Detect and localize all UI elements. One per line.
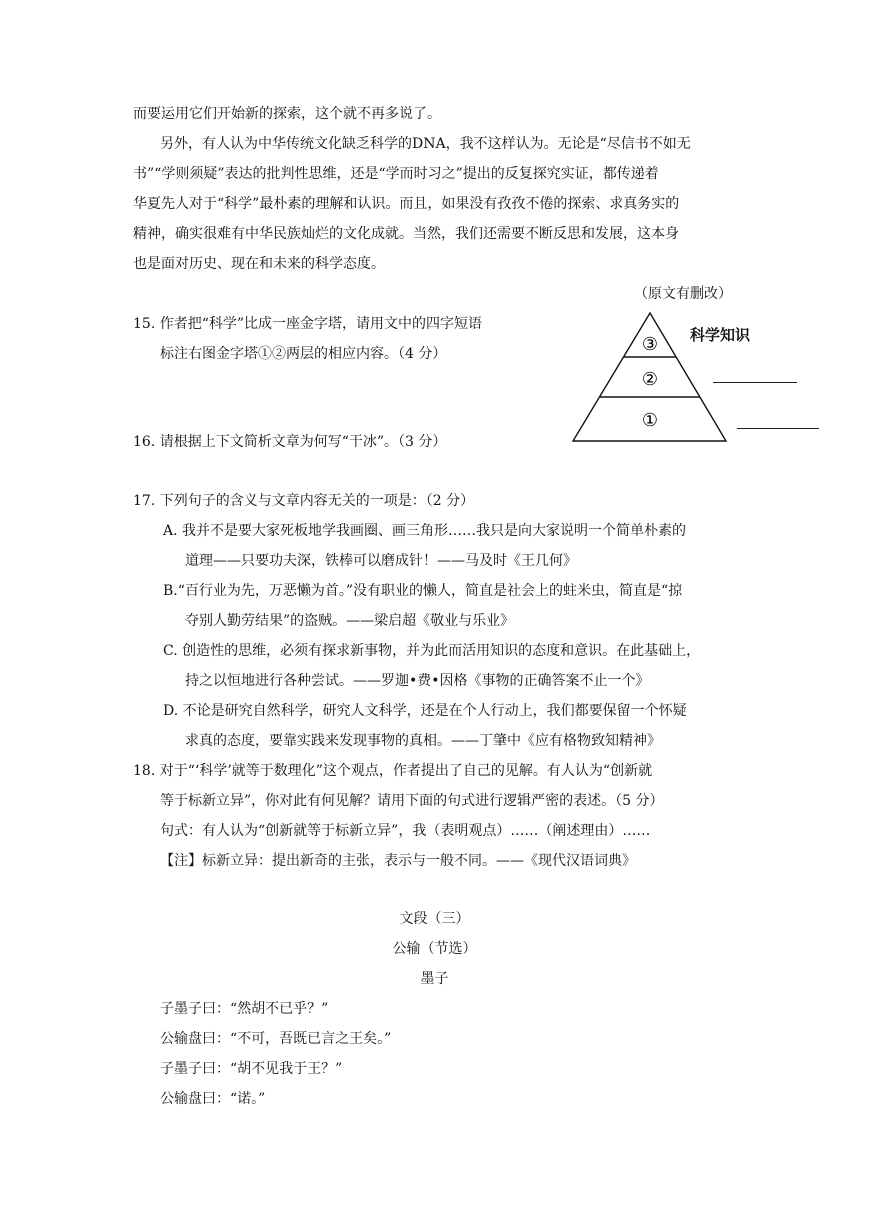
option-a-cont: 道理——只要功夫深，铁棒可以磨成针！——马及时《王几何》 <box>185 553 577 569</box>
option-d-cont: 求真的态度，要靠实践来发现事物的真相。——丁肇中《应有格物致知精神》 <box>185 733 661 749</box>
question-18: 18. 对于“‘科学’就等于数理化”这个观点，作者提出了自己的见解。有人认为“创新就 <box>133 763 653 779</box>
section-heading: 文段（三） <box>399 911 470 927</box>
pyramid-layer-2: ② <box>641 369 659 390</box>
question-18-pattern: 句式：有人认为“创新就等于标新立异”，我（表明观点）……（阐述理由）…… <box>160 823 651 839</box>
dialogue-line: 公输盘曰：“不可，吾既已言之王矣。” <box>160 1031 392 1047</box>
pyramid-layer-1: ① <box>641 410 659 431</box>
option-b-cont: 夺别人勤劳结果”的盗贼。——梁启超《敬业与乐业》 <box>185 613 515 629</box>
question-15: 15. 作者把“科学”比成一座金字塔，请用文中的四字短语 <box>133 316 483 332</box>
passage-line: 精神，确实很难有中华民族灿烂的文化成就。当然，我们还需要不断反思和发展，这本身 <box>133 226 679 242</box>
dialogue-line: 子墨子曰：“然胡不已乎？” <box>160 1001 329 1017</box>
dialogue-line: 子墨子曰：“胡不见我于王？” <box>160 1061 343 1077</box>
answer-blank-2 <box>713 382 797 383</box>
section-title: 公输（节选） <box>392 941 477 957</box>
passage-line: 也是面对历史、现在和未来的科学态度。 <box>133 256 385 272</box>
question-18-line2: 等于标新立异”，你对此有何见解？请用下面的句式进行逻辑严密的表述。（5 分） <box>160 793 664 809</box>
question-15-line2: 标注右图金字塔①②两层的相应内容。（4 分） <box>160 346 447 362</box>
question-17: 17. 下列句子的含义与文章内容无关的一项是：（2 分） <box>133 493 475 509</box>
pyramid-top-label: 科学知识 <box>690 326 751 344</box>
answer-blank-1 <box>737 428 819 429</box>
section-author: 墨子 <box>420 971 449 987</box>
option-c-cont: 持之以恒地进行各种尝试。——罗迦•费•因格《事物的正确答案不止一个》 <box>185 673 650 689</box>
option-d: D. 不论是研究自然科学，研究人文科学，还是在个人行动上，我们都要保留一个怀疑 <box>163 703 687 719</box>
passage-line: 华夏先人对于“科学”最朴素的理解和认识。而且，如果没有孜孜不倦的探索、求真务实的 <box>133 196 680 212</box>
question-18-note: 【注】标新立异：提出新奇的主张，表示与一般不同。——《现代汉语词典》 <box>160 853 636 869</box>
pyramid-layer-3: ③ <box>641 334 659 355</box>
passage-line: 书”“学则须疑”表达的批判性思维，还是“学而时习之”提出的反复探究实证，都传递着 <box>133 166 659 182</box>
option-a: A. 我并不是要大家死板地学我画圈、画三角形……我只是向大家说明一个简单朴素的 <box>163 523 687 539</box>
passage-line: 另外，有人认为中华传统文化缺乏科学的DNA，我不这样认为。无论是“尽信书不如无 <box>160 136 691 152</box>
question-16: 16. 请根据上下文简析文章为何写“干冰”。（3 分） <box>133 434 447 450</box>
source-note: （原文有删改） <box>634 286 732 302</box>
option-c: C. 创造性的思维，必须有探求新事物，并为此而活用知识的态度和意识。在此基础上， <box>163 643 701 659</box>
dialogue-line: 公输盘曰：“诺。” <box>160 1091 266 1107</box>
option-b: B.“百行业为先，万恶懒为首。”没有职业的懒人，简直是社会上的蛀米虫，简直是“掠 <box>163 583 683 599</box>
passage-line: 而要运用它们开始新的探索，这个就不再多说了。 <box>133 106 441 122</box>
